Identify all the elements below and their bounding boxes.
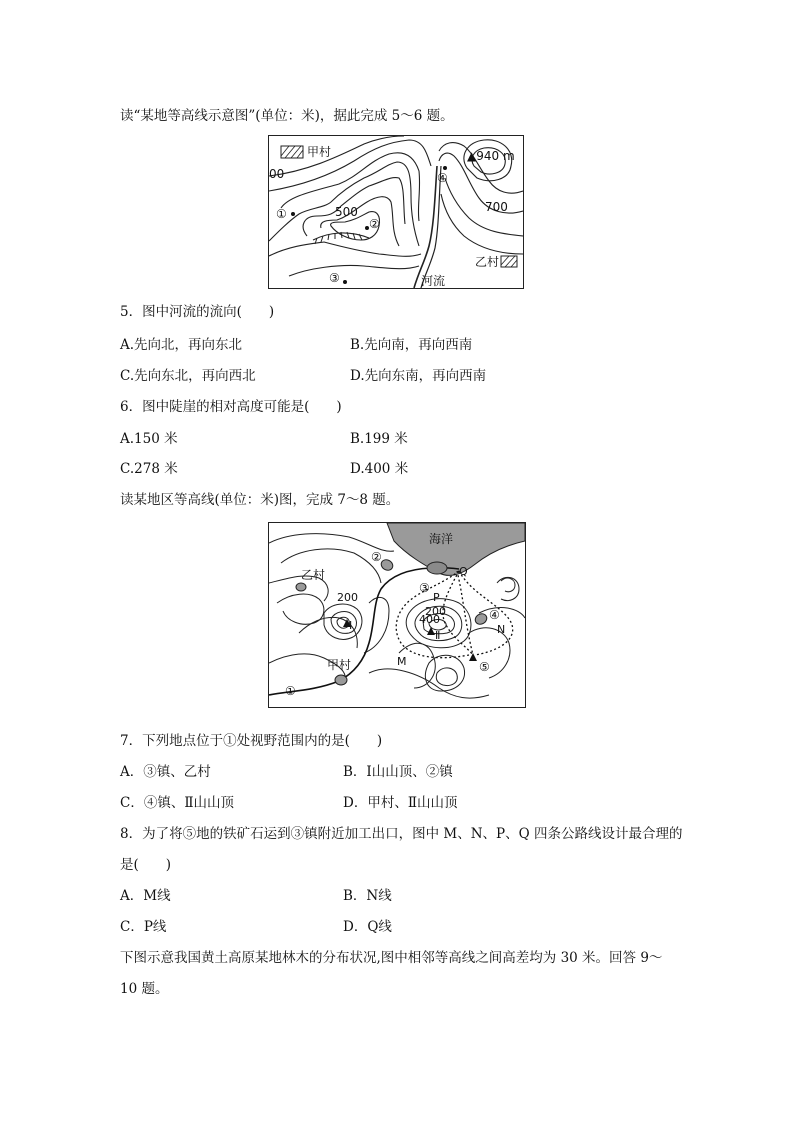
question-5-stem: 5．图中河流的流向( ) (120, 304, 275, 320)
label-contour-00: 00 (269, 167, 285, 181)
question-5-option-c[interactable]: C.先向东北，再向西北 (120, 368, 256, 384)
question-8-stem-line-1: 8．为了将⑤地的铁矿石运到③镇附近加工出口，图中 M、N、P、Q 四条公路线设计最合理的 (120, 826, 683, 842)
question-6-option-a[interactable]: A.150 米 (120, 431, 178, 447)
label-point-1: ① (276, 207, 287, 221)
intro-question-9-10-line-2: 10 题。 (120, 981, 169, 997)
question-8-stem-line-2: 是( ) (120, 857, 172, 873)
label-point-1: ① (285, 684, 296, 698)
question-7-option-b[interactable]: B．Ⅰ山山顶、②镇 (343, 764, 453, 780)
question-5-option-b[interactable]: B.先向南，再向西南 (350, 337, 473, 353)
label-point-2: ② (371, 550, 382, 564)
question-8-option-c[interactable]: C．P线 (120, 919, 167, 935)
label-ocean: 海洋 (429, 532, 454, 546)
question-8-option-a[interactable]: A．M线 (120, 888, 171, 904)
question-6-option-b[interactable]: B.199 米 (350, 431, 408, 447)
label-contour-200-right: 200 (425, 605, 446, 618)
label-village-b: 乙村 (475, 255, 500, 269)
question-7-option-d[interactable]: D．甲村、Ⅱ山山顶 (343, 795, 458, 811)
question-5-option-a[interactable]: A.先向北，再向东北 (120, 337, 243, 353)
label-point-4: ④ (489, 608, 500, 622)
label-village-a: 甲村 (307, 145, 332, 159)
label-village-a: 甲村 (327, 658, 352, 672)
label-contour-200-left: 200 (337, 591, 358, 604)
label-point-3: ③ (329, 271, 340, 285)
label-peak-2: Ⅱ (435, 629, 441, 642)
label-route-p: P (433, 591, 440, 604)
village-b-symbol (501, 256, 517, 267)
label-route-q: Q (459, 565, 468, 578)
question-7-option-a[interactable]: A．③镇、乙村 (120, 764, 211, 780)
label-peak-940: ▲940 m (467, 149, 515, 163)
question-6-option-d[interactable]: D.400 米 (350, 461, 409, 477)
label-route-n: N (497, 623, 506, 636)
contour-map-1-drawing (269, 136, 523, 288)
question-7-stem: 7．下列地点位于①处视野范围内的是( ) (120, 733, 383, 749)
intro-question-5-6: 读“某地等高线示意图”(单位：米)，据此完成 5～6 题。 (120, 108, 454, 124)
question-8-option-d[interactable]: D．Q线 (343, 919, 392, 935)
label-village-b: 乙村 (301, 568, 326, 582)
label-contour-400: 400 (419, 613, 440, 626)
contour-map-1 (268, 135, 524, 289)
question-6-option-c[interactable]: C.278 米 (120, 461, 178, 477)
label-point-5: ⑤ (479, 660, 490, 674)
question-8-option-b[interactable]: B．N线 (343, 888, 392, 904)
intro-question-7-8: 读某地区等高线(单位：米)图，完成 7～8 题。 (120, 492, 400, 508)
label-contour-700: 700 (485, 200, 508, 214)
label-point-4: ④ (437, 171, 448, 185)
question-6-stem: 6．图中陡崖的相对高度可能是( ) (120, 399, 342, 415)
label-peak-1: Ⅰ (349, 619, 353, 632)
contour-map-2 (268, 522, 526, 708)
question-5-option-d[interactable]: D.先向东南，再向西南 (350, 368, 487, 384)
label-route-m: M (397, 655, 407, 668)
label-point-3: ③ (419, 581, 430, 595)
question-7-option-c[interactable]: C．④镇、Ⅱ山山顶 (120, 795, 235, 811)
label-contour-500: 500 (335, 205, 358, 219)
label-river: 河流 (421, 274, 446, 288)
label-point-2: ② (369, 217, 380, 231)
contour-map-2-drawing (269, 523, 525, 707)
intro-question-9-10-line-1: 下图示意我国黄土高原某地林木的分布状况,图中相邻等高线之间高差均为 30 米。回答 9～ (120, 950, 663, 966)
